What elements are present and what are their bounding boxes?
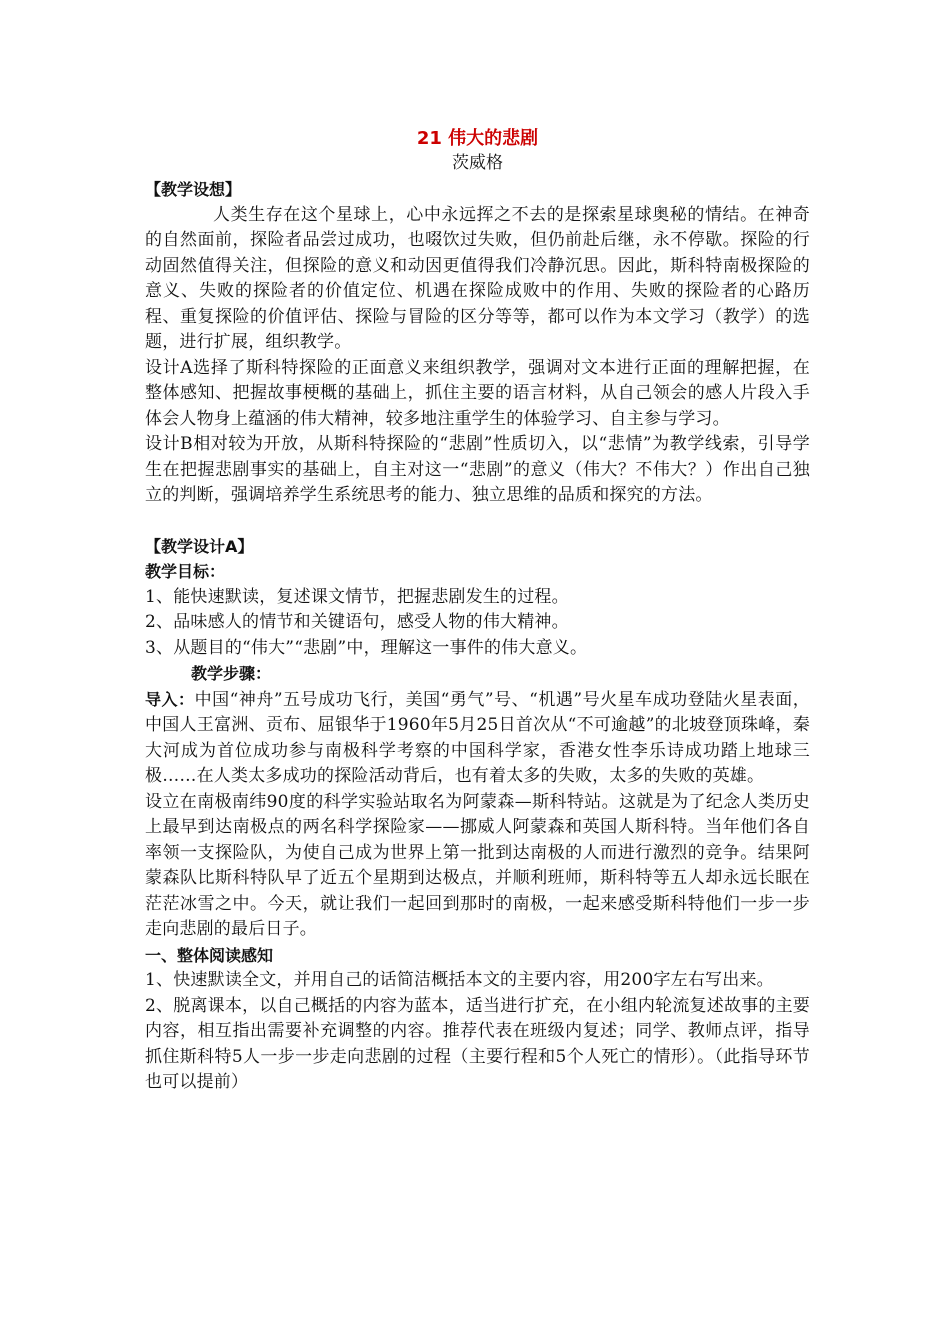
document-page xyxy=(145,127,810,1096)
author-name: 茨威格 xyxy=(452,153,503,173)
section1-item: 1、快速默读全文，并用自己的话简洁概括本文的主要内容，用200字左右写出来。 xyxy=(145,970,774,990)
goal-item: 1、能快速默读，复述课文情节，把握悲剧发生的过程。 xyxy=(145,586,569,607)
section-spacer xyxy=(145,509,810,534)
design-b-summary-paragraph: 设计B相对较为开放，从斯科特探险的“悲剧”性质切入，以“悲情”为教学线索，引导学生在把握悲剧事实的基础上，自主对这一“悲剧”的意义（伟大？不伟大？）作出自己独立的判断，强调培养学生系统思考的能力、独立思维的品质和探究的方法。 xyxy=(145,434,810,505)
design-idea-heading: 【教学设想】 xyxy=(145,180,242,199)
steps-heading: 教学步骤： xyxy=(191,664,272,683)
goal-item: 2、品味感人的情节和关键语句，感受人物的伟大精神。 xyxy=(145,612,569,632)
goal-item: 3、从题目的“伟大”“悲剧”中，理解这一事件的伟大意义。 xyxy=(145,637,588,658)
section1-item: 2、脱离课本，以自己概括的内容为蓝本，适当进行扩充，在小组内轮流复述故事的主要内容，相互指出需要补充调整的内容。推荐代表在班级内复述；同学、教师点评，指导抓住斯科特5人一步一步走向悲剧的过程（主要行程和5个人死亡的情形）。（此指导环节也可以提前） xyxy=(145,995,810,1092)
intro-text: 中国“神舟”五号成功飞行，美国“勇气”号、“机遇”号火星车成功登陆火星表面，中国人王富洲、贡布、屈银华于1960年5月25日首次从“不可逾越”的北坡登顶珠峰，秦大河成为首位成功参与南极科学考察的中国科学家，香港女性李乐诗成功踏上地球三极……在人类太多成功的探险活动背后，也有着太多的失败，太多的失败的英雄。 xyxy=(145,689,810,786)
design-idea-paragraph: 人类生存在这个星球上，心中永远挥之不去的是探索星球奥秘的情结。在神奇的自然面前，探险者品尝过成功，也啜饮过失败，但仍前赴后继，永不停歇。探险的行动固然值得关注，但探险的意义和动因更值得我们冷静沉思。因此，斯科特南极探险的意义、失败的探险者的价值定位、机遇在探险成败中的作用、失败的探险者的心路历程、重复探险的价值评估、探险与冒险的区分等等，都可以作为本文学习（教学）的选题，进行扩展，组织教学。 xyxy=(145,204,810,352)
station-paragraph: 设立在南极南纬90度的科学实验站取名为阿蒙森—斯科特站。这就是为了纪念人类历史上最早到达南极点的两名科学探险家——挪威人阿蒙森和英国人斯科特。当年他们各自率领一支探险队，为使自己成为世界上第一批到达南极的人而进行激烈的竞争。结果阿蒙森队比斯科特队早了近五个星期到达极点，并顺利班师，斯科特等五人却永远长眠在茫茫冰雪之中。今天，就让我们一起回到那时的南极，一起来感受斯科特他们一步一步走向悲剧的最后日子。 xyxy=(145,791,810,939)
goals-heading: 教学目标： xyxy=(145,562,226,581)
document-title: 21 伟大的悲剧 xyxy=(416,128,539,149)
section1-heading: 一、整体阅读感知 xyxy=(145,945,274,965)
design-a-summary-paragraph: 设计A选择了斯科特探险的正面意义来组织教学，强调对文本进行正面的理解把握，在整体感知、把握故事梗概的基础上，抓住主要的语言材料，从自己领会的感人片段入手体会人物身上蕴涵的伟大精神，较多地注重学生的体验学习、自主参与学习。 xyxy=(145,357,810,429)
design-a-heading: 【教学设计A】 xyxy=(145,536,254,556)
intro-paragraph xyxy=(145,687,810,790)
intro-label: 导入： xyxy=(145,689,195,709)
